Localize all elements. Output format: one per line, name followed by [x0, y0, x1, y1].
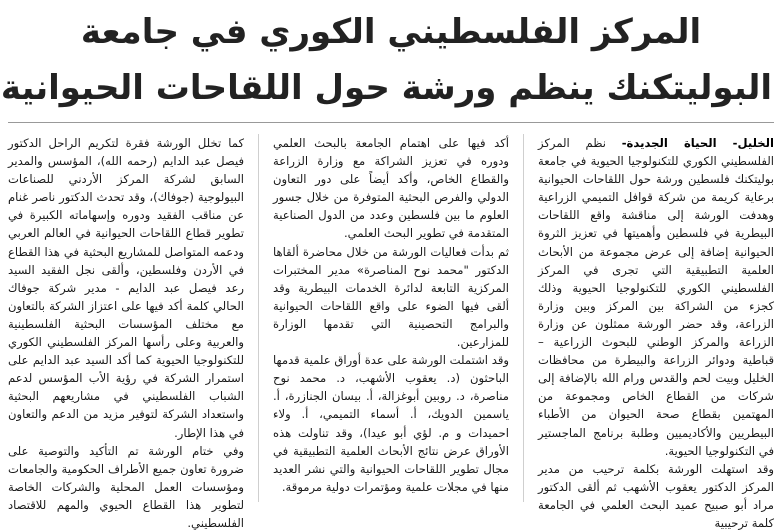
paragraph: ثم بدأت فعاليات الورشة من خلال محاضرة ألقاها الدكتور "محمد نوح المناصرة» مدير المختبرات المركزية التابعة لدائرة الخدمات البيطرية وقد ألقى فيها الضوء على واقع اللقاحات الحيوانية والبرامج التحصينية التي تقدمها الوزارة للمزارعين. — [273, 244, 509, 350]
paragraph — [538, 134, 774, 460]
paragraph: وفي ختام الورشة تم التأكيد والتوصية على ضرورة تعاون جميع الأطراف الحكومية والجامعات ومؤسسات العمل المحلية والشركات الخاصة لتطوير هذا القطاع الحيوي والمهم للاقتصاد الفلسطيني. — [8, 443, 244, 530]
column-1 — [538, 134, 774, 530]
article-body — [8, 134, 774, 530]
paragraph: كما تخلل الورشة فقرة لتكريم الراحل الدكتور فيصل عبد الدايم (رحمه الله)، المؤسس والمدير السابق لشركة المركز الأردني للصناعات البيولوجية (جوفاك)، وقد تحدث الدكتور ناصر غنام عن مناقب الفقيد ودوره وإسهاماته الكبيرة في تطوير قطاع اللقاحات الحيوانية في العالم العربي ودعمه المتواصل للمشاريع البحثية في هذا القطاع في الأردن وفلسطين، وألقى نجل الفقيد السيد رعد فيصل عبد الدايم - مدير شركة جوفاك الحالي كلمة أكد فيها على اعتزاز الشركة بالتعاون مع مختلف المؤسسات البحثية الفلسطينية والعربية وعلى رأسها المركز الفلسطيني الكوري للتكنولوجيا الحيوية كما أكد السيد عبد الدايم على استمرار الشركة في رؤية الأب المؤسس لدعم الشباب الفلسطيني في مشاريعهم البحثية واستعداد الشركة لتوفير مزيد من الدعم والتعاون في هذا الإطار. — [8, 136, 244, 440]
paragraph-text: نظم المركز الفلسطيني الكوري للتكنولوجيا الحيوية في جامعة بوليتكنك فلسطين ورشة حول اللقاحات الحيوانية برعاية كريمة من شركة قوافل التميمي الزراعية وهدفت الورشة إلى مناقشة واقع اللقاحات البيطرية في فلسطين وأهميتها في تعزيز الثروة الحيوانية إضافة إلى عرض مجموعة من الأبحاث العلمية التطبيقية التي تجرى في المركز الفلسطيني الكوري للتكنولوجيا الحيوية وذلك كجزء من الشراكة بين المركز وبين وزارة الزراعة، وقد حضر الورشة ممثلون عن وزارة الزراعة والمركز الوطني للبحوث الزراعية – قباطية ودوائر الزراعة والبيطرة من محافظات الخليل وبيت لحم والقدس ورام الله بالإضافة إلى شركات من القطاع الخاص ومجموعة من المهتمين بقطاع صحة الحيوان من الأطباء البيطريين والأكاديميين وطلبة برنامج الماجستير في التكنولوجيا الحيوية. — [538, 136, 774, 458]
paragraph: وقد استهلت الورشة بكلمة ترحيب من مدير المركز الدكتور يعقوب الأشهب ثم ألقى الدكتور مراد أبو صبيح عميد البحث العلمي في الجامعة كلمة ترحيبية — [538, 461, 774, 530]
article-headline — [0, 4, 772, 122]
column-divider — [258, 134, 259, 502]
headline-line-2: البوليتكنك ينظم ورشة حول اللقاحات الحيوانية — [0, 68, 772, 108]
paragraph: أكد فيها على اهتمام الجامعة بالبحث العلمي ودوره في تعزيز الشراكة مع وزارة الزراعة والقطاع الخاص، وأكد أيضاً على دور التعاون الدولي والفرص البحثية المتوفرة من خلال جسور العلوم ما بين فلسطين وعدد من الدول الصناعية المتقدمة في تطوير البحث العلمي. — [273, 136, 509, 241]
column-divider — [523, 134, 524, 502]
paragraph: وقد اشتملت الورشة على عدة أوراق علمية قدمها الباحثون (د. يعقوب الأشهب، د. محمد نوح مناصرة، د. روبين أبوغزالة، أ. بيسان الجنازرة، أ. ياسمين الدويك، أ. أسماء التميمي، أ. ولاء احميدات و م. لؤي أبو عيدا)، وقد تناولت هذه الأوراق عرض نتائج الأبحاث العلمية التطبيقية في مجال تطوير اللقاحات الحيوانية والتي نشر العديد منها في مجلات علمية ومؤتمرات دولية مرموقة. — [273, 353, 509, 494]
dateline: الخليل- الحياة الجديدة- — [621, 136, 774, 150]
column-3 — [8, 134, 244, 530]
column-2 — [273, 134, 509, 502]
headline-rule — [8, 122, 774, 123]
headline-line-1: المركز الفلسطيني الكوري في جامعة — [80, 12, 702, 52]
